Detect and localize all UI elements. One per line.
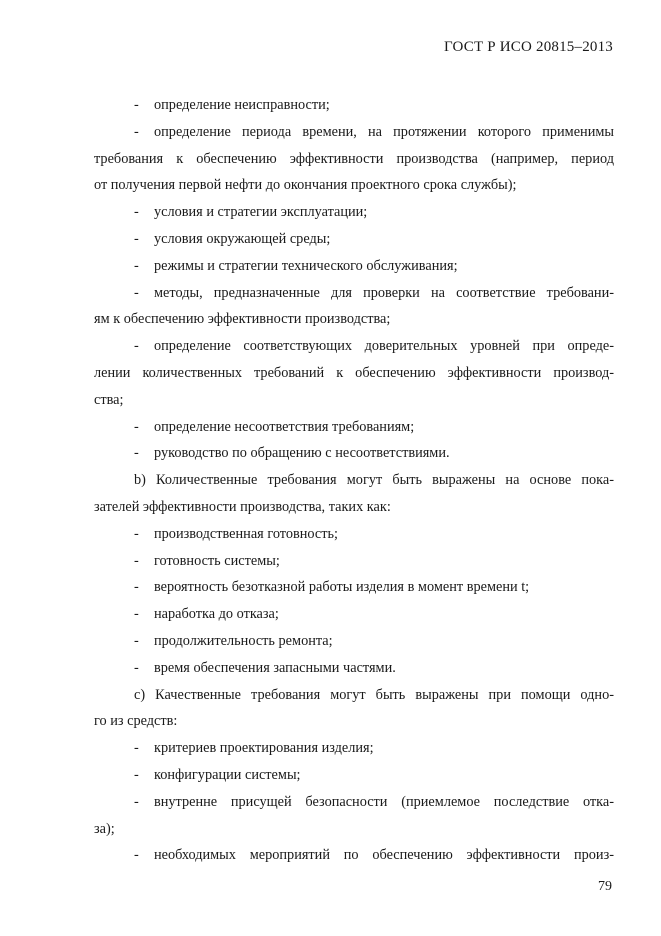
- list-bullet-dash: -: [134, 525, 139, 542]
- list-item: [94, 92, 614, 119]
- list-bullet-dash: -: [134, 123, 139, 140]
- continuation-text: за);: [94, 820, 115, 837]
- list-item-text: необходимых мероприятий по обеспечению эффективности произ-: [154, 847, 614, 864]
- page-number: 79: [598, 879, 612, 894]
- list-item: [94, 574, 614, 601]
- continuation-line: [94, 360, 614, 387]
- list-item-text: определение несоответствия требованиям;: [154, 418, 415, 435]
- paragraph-text: c) Качественные требования могут быть выражены при помощи одно-: [134, 686, 614, 703]
- continuation-text: лении количественных требований к обеспечению эффективности производ-: [94, 364, 614, 381]
- list-item-text: режимы и стратегии технического обслуживания;: [154, 257, 458, 274]
- continuation-line: [94, 306, 614, 333]
- continuation-line: [94, 387, 614, 414]
- list-bullet-dash: -: [134, 793, 139, 810]
- list-bullet-dash: -: [134, 606, 139, 623]
- list-item-text: наработка до отказа;: [154, 606, 279, 623]
- list-item: [94, 548, 614, 575]
- list-item: [94, 655, 614, 682]
- paragraph-line: [94, 467, 614, 494]
- document-header: ГОСТ Р ИСО 20815–2013: [444, 39, 613, 55]
- list-item-text: определение периода времени, на протяжении которого применимы: [154, 123, 614, 140]
- list-bullet-dash: -: [134, 230, 139, 247]
- list-item: [94, 414, 614, 441]
- list-item: [94, 440, 614, 467]
- list-bullet-dash: -: [134, 552, 139, 569]
- list-item: [94, 280, 614, 307]
- list-item: [94, 762, 614, 789]
- list-bullet-dash: -: [134, 740, 139, 757]
- continuation-line: [94, 172, 614, 199]
- list-item-text: производственная готовность;: [154, 525, 338, 542]
- list-item-text: руководство по обращению с несоответствиями.: [154, 445, 450, 462]
- list-bullet-dash: -: [134, 257, 139, 274]
- list-item-text: условия и стратегии эксплуатации;: [154, 204, 368, 221]
- list-item-text: внутренне присущей безопасности (приемлемое последствие отка-: [154, 793, 614, 810]
- paragraph-line: [94, 682, 614, 709]
- list-item: [94, 628, 614, 655]
- list-item-text: продолжительность ремонта;: [154, 632, 333, 649]
- list-bullet-dash: -: [134, 204, 139, 221]
- continuation-line: [94, 816, 614, 843]
- continuation-text: требования к обеспечению эффективности производства (например, период: [94, 150, 614, 167]
- document-body: [94, 92, 614, 869]
- list-bullet-dash: -: [134, 418, 139, 435]
- list-item: [94, 333, 614, 360]
- list-bullet-dash: -: [134, 97, 139, 113]
- continuation-line: [94, 494, 614, 521]
- list-bullet-dash: -: [134, 579, 139, 596]
- list-item: [94, 789, 614, 816]
- list-bullet-dash: -: [134, 632, 139, 649]
- list-item-text: вероятность безотказной работы изделия в момент времени t;: [154, 579, 530, 596]
- list-item-text: определение неисправности;: [154, 97, 330, 113]
- list-bullet-dash: -: [134, 766, 139, 783]
- continuation-text: ям к обеспечению эффективности производства;: [94, 311, 391, 328]
- list-bullet-dash: -: [134, 284, 139, 301]
- continuation-text: зателей эффективности производства, таких как:: [94, 498, 391, 515]
- list-item-text: готовность системы;: [154, 552, 280, 569]
- continuation-text: го из средств:: [94, 713, 178, 730]
- list-bullet-dash: -: [134, 445, 139, 462]
- list-item-text: время обеспечения запасными частями.: [154, 659, 396, 676]
- list-item-text: методы, предназначенные для проверки на соответствие требовани-: [154, 284, 614, 301]
- list-item: [94, 199, 614, 226]
- continuation-text: ства;: [94, 391, 124, 408]
- continuation-line: [94, 708, 614, 735]
- list-item-text: конфигурации системы;: [154, 766, 301, 783]
- list-item: [94, 521, 614, 548]
- list-item: [94, 601, 614, 628]
- list-item: [94, 253, 614, 280]
- list-item: [94, 119, 614, 146]
- list-item: [94, 735, 614, 762]
- continuation-line: [94, 146, 614, 173]
- list-item-text: критериев проектирования изделия;: [154, 740, 374, 757]
- list-item-text: условия окружающей среды;: [154, 230, 331, 247]
- continuation-text: от получения первой нефти до окончания проектного срока службы);: [94, 177, 517, 194]
- list-item: [94, 842, 614, 869]
- list-bullet-dash: -: [134, 338, 139, 355]
- list-bullet-dash: -: [134, 847, 139, 864]
- list-bullet-dash: -: [134, 659, 139, 676]
- list-item: [94, 226, 614, 253]
- list-item-text: определение соответствующих доверительных уровней при опреде-: [154, 338, 614, 355]
- paragraph-text: b) Количественные требования могут быть выражены на основе пока-: [134, 472, 614, 489]
